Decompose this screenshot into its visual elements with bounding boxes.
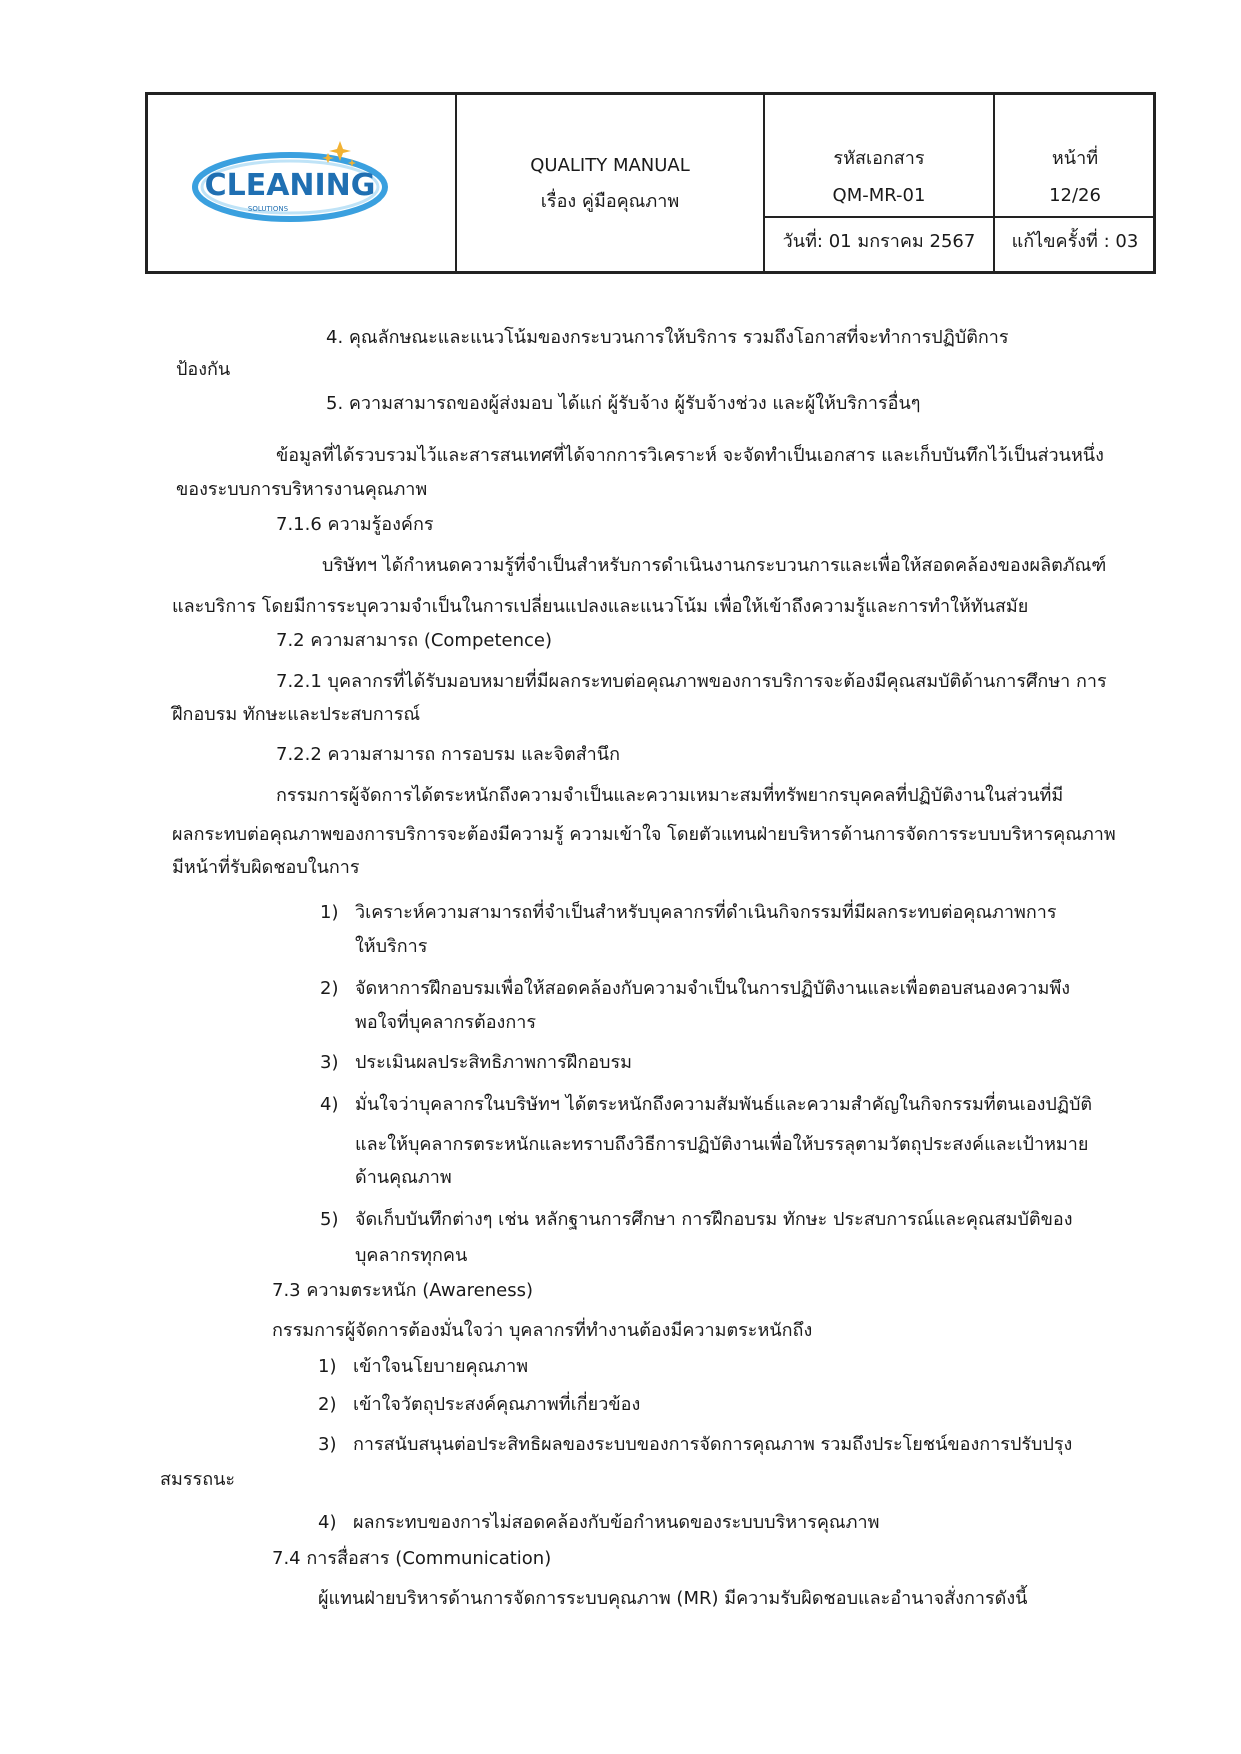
- paragraph-line: 7.2.1 บุคลากรที่ได้รับมอบหมายที่มีผลกระทบต่อคุณภาพของการบริการจะต้องมีคุณสมบัติด้านการศึกษา การ: [276, 671, 1107, 692]
- paragraph-line: และบริการ โดยมีการระบุความจำเป็นในการเปลี่ยนแปลงและแนวโน้ม เพื่อให้เข้าถึงความรู้และการทำให้ทันสมัย: [172, 596, 1029, 617]
- list-number: 3): [320, 1052, 339, 1073]
- section-heading: 7.4 การสื่อสาร (Communication): [272, 1548, 552, 1569]
- list-item: จัดเก็บบันทึกต่างๆ เช่น หลักฐานการศึกษา การฝึกอบรม ทักษะ ประสบการณ์และคุณสมบัติของ: [355, 1209, 1073, 1230]
- list-item: ผลกระทบของการไม่สอดคล้องกับข้อกำหนดของระบบบริหารคุณภาพ: [353, 1512, 880, 1533]
- manual-title: QUALITY MANUAL: [530, 155, 690, 176]
- list-number: 2): [318, 1394, 337, 1415]
- paragraph-line: ของระบบการบริหารงานคุณภาพ: [176, 479, 428, 500]
- manual-subject: เรื่อง คู่มือคุณภาพ: [540, 191, 680, 212]
- page-number: 12/26: [1049, 185, 1101, 206]
- list-number: 2): [320, 978, 339, 999]
- section-heading: 7.2 ความสามารถ (Competence): [276, 630, 552, 651]
- paragraph-line: ผู้แทนฝ่ายบริหารด้านการจัดการระบบคุณภาพ (MR) มีความรับผิดชอบและอำนาจสั่งการดังนี้: [318, 1588, 1028, 1609]
- list-item: จัดหาการฝึกอบรมเพื่อให้สอดคล้องกับความจำเป็นในการปฏิบัติงานและเพื่อตอบสนองความพึง: [355, 978, 1071, 999]
- list-number: 4): [318, 1512, 337, 1533]
- paragraph-line: มีหน้าที่รับผิดชอบในการ: [172, 857, 360, 878]
- list-item: ประเมินผลประสิทธิภาพการฝึกอบรม: [355, 1052, 632, 1073]
- issue-date: วันที่: 01 มกราคม 2567: [782, 231, 976, 252]
- list-number: 1): [318, 1356, 337, 1377]
- paragraph-line: บริษัทฯ ได้กำหนดความรู้ที่จำเป็นสำหรับการดำเนินงานกระบวนการและเพื่อให้สอดคล้องของผลิตภัณฑ์: [322, 555, 1107, 576]
- paragraph-line: ข้อมูลที่ได้รวบรวมไว้และสารสนเทศที่ได้จากการวิเคราะห์ จะจัดทำเป็นเอกสาร และเก็บบันทึกไว้เป็นส่วนหนึ่ง: [276, 445, 1104, 466]
- list-item: ด้านคุณภาพ: [355, 1167, 452, 1188]
- paragraph-line: สมรรถนะ: [160, 1469, 236, 1490]
- paragraph-line: กรรมการผู้จัดการได้ตระหนักถึงความจำเป็นและความเหมาะสมที่ทรัพยากรบุคคลที่ปฏิบัติงานในส่วนที่มี: [276, 785, 1064, 806]
- paragraph-line: กรรมการผู้จัดการต้องมั่นใจว่า บุคลากรที่ทำงานต้องมีความตระหนักถึง: [272, 1320, 813, 1341]
- paragraph-line: ฝึกอบรม ทักษะและประสบการณ์: [172, 704, 421, 725]
- list-item: บุคลากรทุกคน: [355, 1245, 468, 1266]
- list-number: 5): [320, 1209, 339, 1230]
- list-number: 4): [320, 1094, 339, 1115]
- paragraph-line: ป้องกัน: [176, 359, 231, 380]
- list-item: และให้บุคลากรตระหนักและทราบถึงวิธีการปฏิบัติงานเพื่อให้บรรลุตามวัตถุประสงค์และเป้าหมาย: [355, 1134, 1089, 1155]
- paragraph-line: 5. ความสามารถของผู้ส่งมอบ ได้แก่ ผู้รับจ้าง ผู้รับจ้างช่วง และผู้ให้บริการอื่นๆ: [326, 393, 921, 414]
- section-heading: 7.2.2 ความสามารถ การอบรม และจิตสำนึก: [276, 744, 620, 765]
- doc-code-label: รหัสเอกสาร: [833, 148, 925, 169]
- logo-subtitle: SOLUTIONS: [247, 205, 289, 213]
- company-logo: [190, 133, 400, 233]
- list-item: เข้าใจวัตถุประสงค์คุณภาพที่เกี่ยวข้อง: [353, 1394, 641, 1415]
- list-item: พอใจที่บุคลากรต้องการ: [355, 1012, 537, 1033]
- list-number: 3): [318, 1434, 337, 1455]
- document-header-table: [145, 92, 1156, 274]
- list-item: มั่นใจว่าบุคลากรในบริษัทฯ ได้ตระหนักถึงความสัมพันธ์และความสำคัญในกิจกรรมที่ตนเองปฏิบัติ: [355, 1094, 1093, 1115]
- paragraph-line: 4. คุณลักษณะและแนวโน้มของกระบวนการให้บริการ รวมถึงโอกาสที่จะทำการปฏิบัติการ: [326, 327, 1009, 348]
- list-item: วิเคราะห์ความสามารถที่จำเป็นสำหรับบุคลากรที่ดำเนินกิจกรรมที่มีผลกระทบต่อคุณภาพการ: [355, 902, 1057, 923]
- section-heading: 7.1.6 ความรู้องค์กร: [276, 514, 434, 535]
- list-number: 1): [320, 902, 339, 923]
- section-heading: 7.3 ความตระหนัก (Awareness): [272, 1280, 533, 1301]
- header-divider: [763, 216, 1153, 218]
- list-item: ให้บริการ: [355, 936, 428, 957]
- list-item: การสนับสนุนต่อประสิทธิผลของระบบของการจัดการคุณภาพ รวมถึงประโยชน์ของการปรับปรุง: [353, 1434, 1073, 1455]
- list-item: เข้าใจนโยบายคุณภาพ: [353, 1356, 529, 1377]
- doc-code: QM-MR-01: [832, 185, 926, 206]
- header-divider: [455, 95, 457, 271]
- paragraph-line: ผลกระทบต่อคุณภาพของการบริการจะต้องมีความรู้ ความเข้าใจ โดยตัวแทนฝ่ายบริหารด้านการจัดการระบบบริหารคุณภาพ: [172, 824, 1116, 845]
- logo-wordmark: CLEANING: [204, 168, 376, 203]
- revision-number: แก้ไขครั้งที่ : 03: [1011, 231, 1139, 252]
- page-label: หน้าที่: [1051, 148, 1099, 169]
